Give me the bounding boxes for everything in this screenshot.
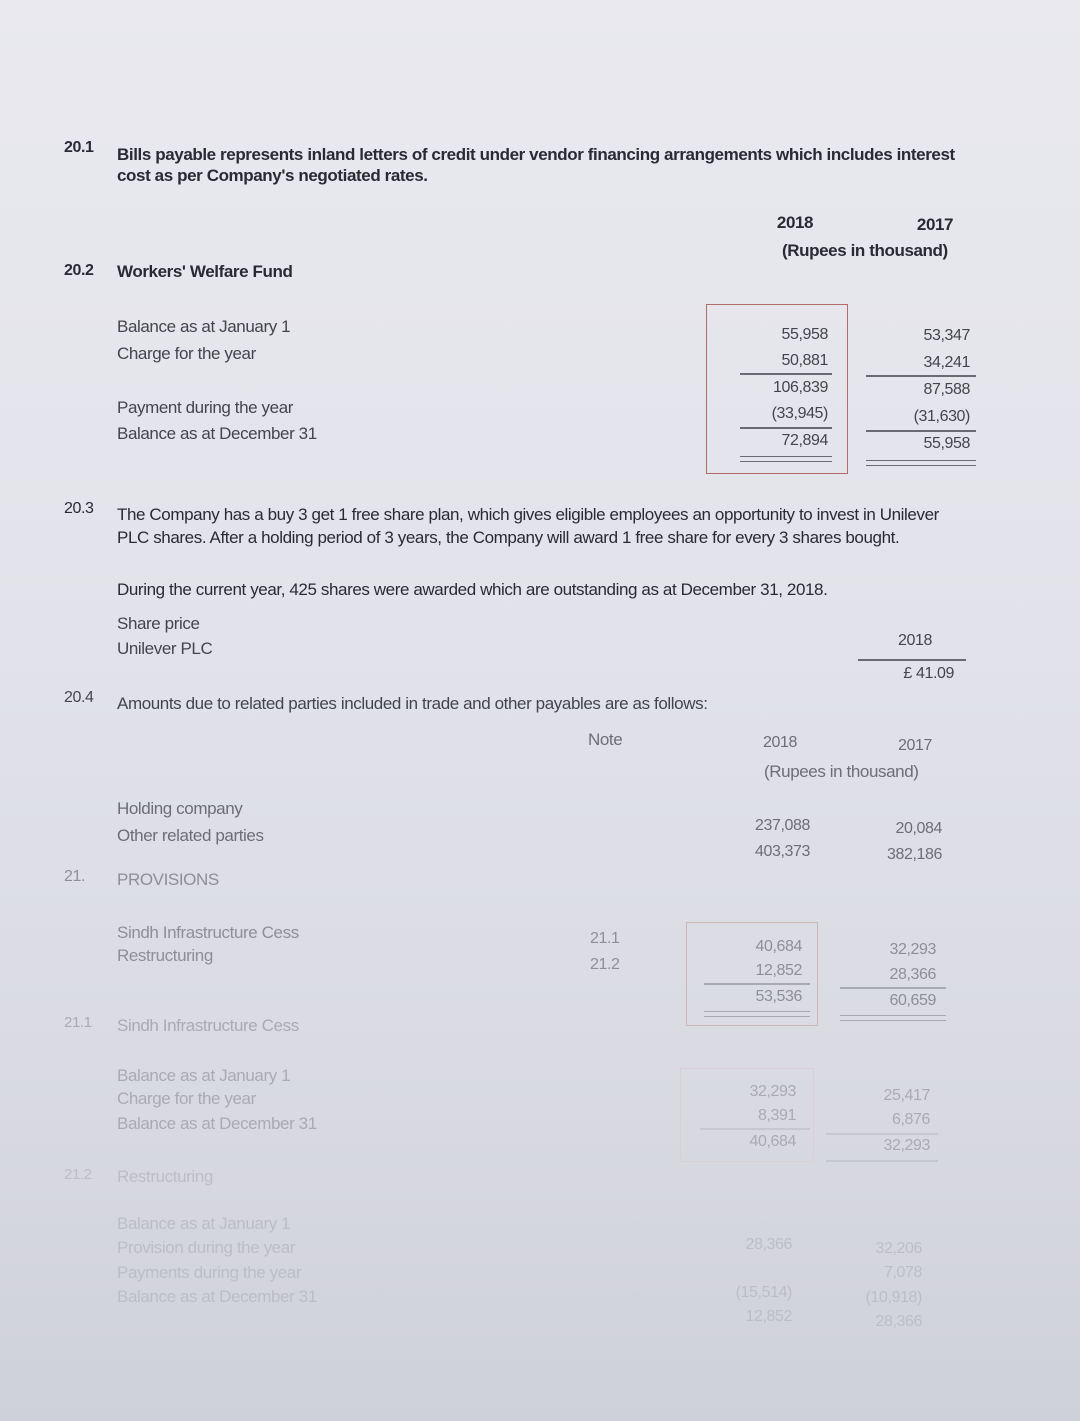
rule (826, 1160, 938, 1162)
paragraph-line: The Company has a buy 3 get 1 free share plan, which gives eligible employees an opportunity to invest in Unilever (117, 505, 939, 524)
note-number: 20.2 (64, 262, 94, 279)
value-2018: 72,894 (781, 432, 828, 449)
row-label: Balance as at December 31 (117, 424, 317, 443)
value-2018: 237,088 (754, 817, 810, 834)
note-number: 20.1 (64, 139, 94, 156)
value-2017: 87,588 (923, 381, 970, 398)
value-2018: 8,391 (757, 1107, 796, 1124)
rule (700, 1128, 810, 1130)
value-2017: (10,918) (865, 1289, 922, 1306)
label: Unilever PLC (117, 639, 213, 658)
value-2017: 32,293 (883, 1137, 930, 1154)
value-2017: 28,366 (875, 1313, 922, 1330)
rule (740, 427, 832, 429)
rule (704, 983, 810, 985)
value-2018: 32,293 (749, 1083, 796, 1100)
row-label: Charge for the year (117, 344, 256, 363)
value-2017: 28,366 (889, 966, 936, 983)
share-price-value: £ 41.09 (903, 665, 954, 682)
value-2018: 403,373 (754, 843, 810, 860)
paragraph-line: Amounts due to related parties included in trade and other payables are as follows: (117, 694, 708, 713)
unit-label: (Rupees in thousand) (764, 762, 919, 781)
value-2017: 34,241 (923, 354, 970, 371)
year-header-2017: 2017 (916, 215, 954, 234)
paragraph-line: During the current year, 425 shares were awarded which are outstanding as at December 31, 2018. (117, 580, 828, 599)
value-2018: (15,514) (735, 1284, 792, 1301)
value-2017: 382,186 (886, 846, 942, 863)
value-2018: (33,945) (771, 405, 828, 422)
value-2018: 12,852 (755, 962, 802, 979)
note-number: 20.4 (64, 689, 94, 706)
section-title: Restructuring (117, 1167, 213, 1186)
value-2018: 40,684 (755, 938, 802, 955)
value-2018: 50,881 (781, 352, 828, 369)
rule (866, 430, 976, 432)
double-rule (866, 460, 976, 466)
unit-label: (Rupees in thousand) (782, 241, 948, 260)
value-2017: 32,206 (875, 1240, 922, 1257)
year-header-2018: 2018 (776, 213, 814, 232)
row-label: Balance as at December 31 (117, 1114, 317, 1133)
section-title: Workers' Welfare Fund (117, 262, 293, 281)
row-label: Payment during the year (117, 398, 294, 417)
double-rule (704, 1011, 810, 1017)
value-2017: 6,876 (891, 1111, 930, 1128)
year-header: 2018 (898, 632, 932, 649)
total-2018: 53,536 (755, 988, 802, 1005)
row-label: Other related parties (117, 826, 264, 845)
section-title: Sindh Infrastructure Cess (117, 1016, 299, 1035)
note-number: 21.1 (64, 1014, 92, 1031)
note-number: 21.2 (64, 1166, 92, 1183)
paragraph-line: cost as per Company's negotiated rates. (117, 166, 428, 185)
total-2017: 60,659 (889, 992, 936, 1009)
paragraph-line: PLC shares. After a holding period of 3 years, the Company will award 1 free share for every 3 shares bought. (117, 528, 900, 547)
value-2017: 20,084 (895, 820, 942, 837)
value-2018: 106,839 (772, 379, 828, 396)
rule (866, 375, 976, 377)
row-label: Payments during the year (117, 1263, 302, 1282)
value-2017: 25,417 (883, 1087, 930, 1104)
value-2017: 55,958 (923, 435, 970, 452)
row-label: Holding company (117, 799, 243, 818)
paragraph-line: Bills payable represents inland letters of credit under vendor financing arrangements which includes interest (117, 145, 955, 164)
note-ref: 21.1 (590, 930, 620, 947)
row-label: Balance as at January 1 (117, 1066, 291, 1085)
section-title: PROVISIONS (117, 870, 219, 889)
row-label: Balance as at January 1 (117, 1214, 291, 1233)
row-label: Balance as at December 31 (117, 1287, 317, 1306)
row-label: Balance as at January 1 (117, 317, 291, 336)
value-2018: 55,958 (781, 326, 828, 343)
value-2018: 12,852 (745, 1308, 792, 1325)
value-2017: (31,630) (913, 408, 970, 425)
note-ref: 21.2 (590, 956, 620, 973)
note-number: 20.3 (64, 500, 94, 517)
double-rule (840, 1015, 946, 1021)
row-label: Provision during the year (117, 1238, 296, 1257)
note-number: 21. (64, 868, 86, 885)
year-header-2017: 2017 (898, 737, 932, 754)
value-2017: 32,293 (889, 941, 936, 958)
year-header-2018: 2018 (763, 734, 797, 751)
row-label: Restructuring (117, 946, 213, 965)
label: Share price (117, 614, 200, 633)
rule (826, 1133, 938, 1135)
rule (740, 373, 832, 375)
column-header-note: Note (588, 730, 623, 749)
row-label: Sindh Infrastructure Cess (117, 923, 299, 942)
value-2017: 7,078 (883, 1264, 922, 1281)
value-2018: 28,366 (745, 1236, 792, 1253)
double-rule (740, 456, 832, 462)
rule (858, 659, 966, 661)
value-2017: 53,347 (923, 327, 970, 344)
value-2018: 40,684 (749, 1133, 796, 1150)
row-label: Charge for the year (117, 1089, 256, 1108)
rule (840, 987, 946, 989)
